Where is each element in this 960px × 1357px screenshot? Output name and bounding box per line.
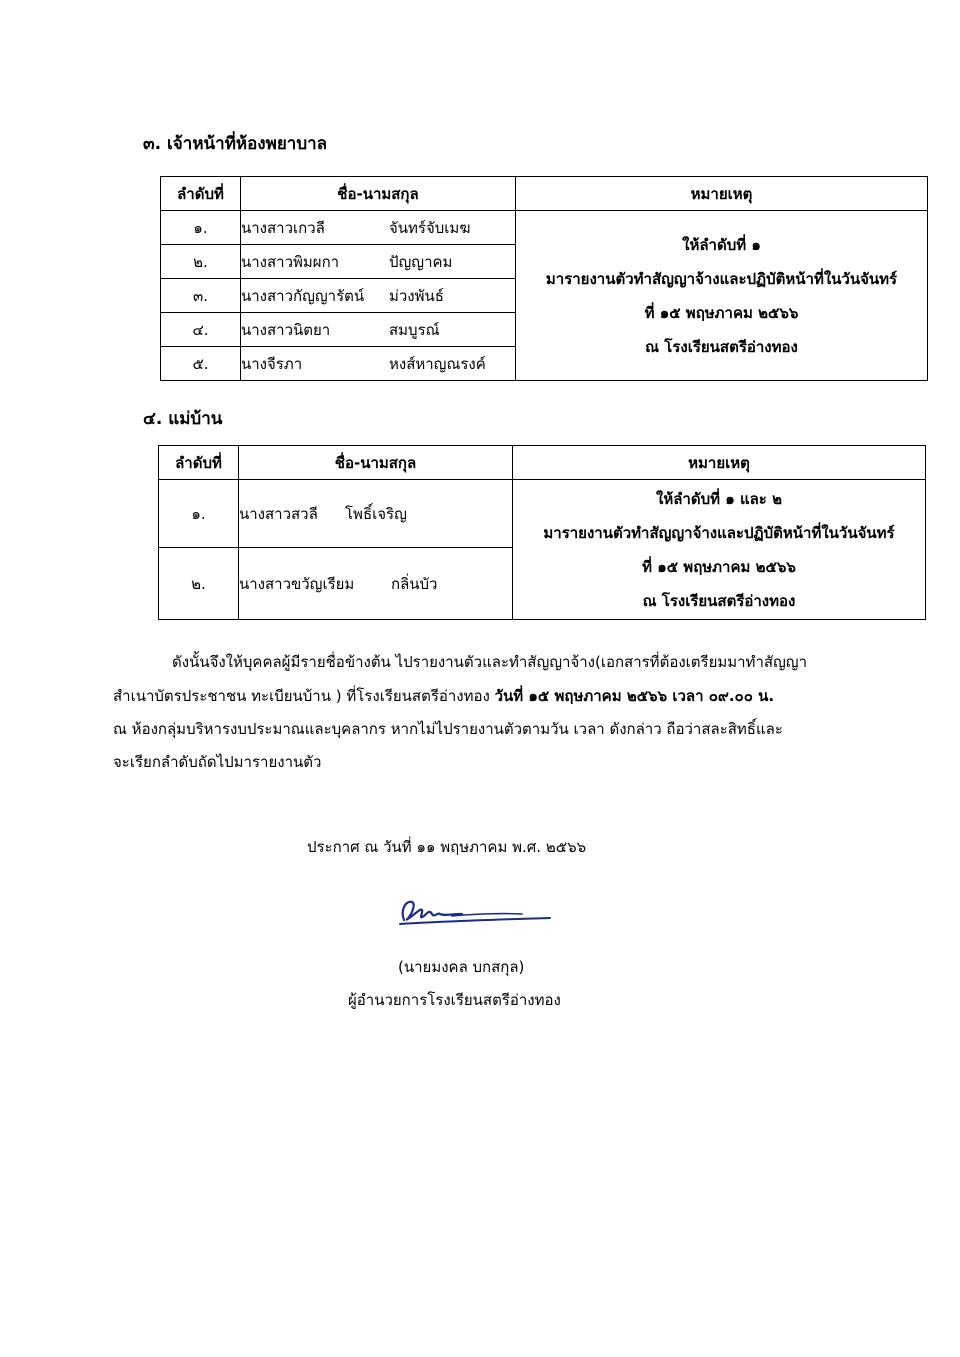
column-header-remark: หมายเหตุ xyxy=(516,177,928,211)
signer-name: (นายมงคล บกสกุล) xyxy=(398,958,525,976)
paragraph-text: สำเนาบัตรประชาชน ทะเบียนบ้าน ) ที่โรงเรียนสตรีอ่างทอง xyxy=(113,687,495,705)
last-name: กลิ่นบัว xyxy=(391,574,438,593)
remark-cell xyxy=(516,211,928,381)
table-row xyxy=(159,480,926,548)
person-name-cell xyxy=(241,245,516,279)
column-header-order: ลำดับที่ xyxy=(159,446,239,480)
table-header-row xyxy=(161,177,928,211)
section-4-heading: ๔. แม่บ้าน xyxy=(143,409,223,429)
last-name: จันทร์จับเมฆ xyxy=(389,218,471,237)
paragraph-line: ณ ห้องกลุ่มบริหารงบประมาณและบุคลากร หากไม่ไปรายงานตัวตามวัน เวลา ดังกล่าว ถือว่าสละสิทธิ์และ xyxy=(113,720,783,738)
first-name: นางจีรภา xyxy=(241,354,303,373)
row-number: ๓. xyxy=(161,279,241,313)
first-name: นางสาวกัญญารัตน์ xyxy=(241,286,365,305)
remark-cell xyxy=(513,480,926,620)
remark-line: ที่ ๑๕ พฤษภาคม ๒๕๖๖ xyxy=(644,303,799,322)
signer-position: ผู้อำนวยการโรงเรียนสตรีอ่างทอง xyxy=(348,991,561,1009)
last-name: ปัญญาคม xyxy=(389,252,453,271)
remark-line: ณ โรงเรียนสตรีอ่างทอง xyxy=(645,337,798,356)
nurse-staff-table xyxy=(160,176,928,381)
remark-line: ให้ลำดับที่ ๑ และ ๒ xyxy=(656,489,782,508)
last-name: หงส์หาญณรงค์ xyxy=(389,354,486,373)
column-header-order: ลำดับที่ xyxy=(161,177,241,211)
paragraph-emphasis: วันที่ ๑๕ พฤษภาคม ๒๕๖๖ เวลา ๐๙.๐๐ น. xyxy=(494,687,775,705)
row-number: ๕. xyxy=(161,347,241,381)
row-number: ๔. xyxy=(161,313,241,347)
announcement-date: ประกาศ ณ วันที่ ๑๑ พฤษภาคม พ.ศ. ๒๕๖๖ xyxy=(307,838,587,856)
table-header-row xyxy=(159,446,926,480)
first-name: นางสาวเกวลี xyxy=(241,218,325,237)
last-name: ม่วงพันธ์ xyxy=(389,286,444,305)
remark-line: ที่ ๑๕ พฤษภาคม ๒๕๖๖ xyxy=(642,557,796,576)
person-name-cell xyxy=(241,313,516,347)
column-header-remark: หมายเหตุ xyxy=(513,446,926,480)
signature-image xyxy=(392,892,557,932)
table-row xyxy=(161,211,928,245)
row-number: ๒. xyxy=(159,548,239,620)
paragraph-line xyxy=(113,684,774,708)
person-name-cell xyxy=(239,548,513,620)
housekeeper-table xyxy=(158,445,926,620)
row-number: ๑. xyxy=(159,480,239,548)
first-name: นางสาวนิตยา xyxy=(241,320,331,339)
last-name: โพธิ์เจริญ xyxy=(345,504,407,523)
row-number: ๒. xyxy=(161,245,241,279)
remark-line: มารายงานตัวทำสัญญาจ้างและปฏิบัติหน้าที่ในวันจันทร์ xyxy=(543,523,895,542)
person-name-cell xyxy=(239,480,513,548)
column-header-name: ชื่อ-นามสกุล xyxy=(241,177,516,211)
person-name-cell xyxy=(241,211,516,245)
first-name: นางสาวสวลี xyxy=(239,504,318,523)
paragraph-line: จะเรียกลำดับถัดไปมารายงานตัว xyxy=(113,753,322,771)
remark-line: มารายงานตัวทำสัญญาจ้างและปฏิบัติหน้าที่ในวันจันทร์ xyxy=(545,269,898,288)
person-name-cell xyxy=(241,279,516,313)
column-header-name: ชื่อ-นามสกุล xyxy=(239,446,513,480)
first-name: นางสาวพิมผกา xyxy=(241,252,340,271)
row-number: ๑. xyxy=(161,211,241,245)
section-3-heading: ๓. เจ้าหน้าที่ห้องพยาบาล xyxy=(143,134,328,154)
person-name-cell xyxy=(241,347,516,381)
paragraph-line: ดังนั้นจึงให้บุคคลผู้มีรายชื่อข้างต้น ไปรายงานตัวและทำสัญญาจ้าง(เอกสารที่ต้องเตรียมมาทำสัญญา xyxy=(172,653,808,671)
last-name: สมบูรณ์ xyxy=(389,320,440,339)
remark-line: ณ โรงเรียนสตรีอ่างทอง xyxy=(642,591,796,610)
remark-line: ให้ลำดับที่ ๑ xyxy=(682,235,761,254)
first-name: นางสาวขวัญเรียม xyxy=(239,574,355,593)
